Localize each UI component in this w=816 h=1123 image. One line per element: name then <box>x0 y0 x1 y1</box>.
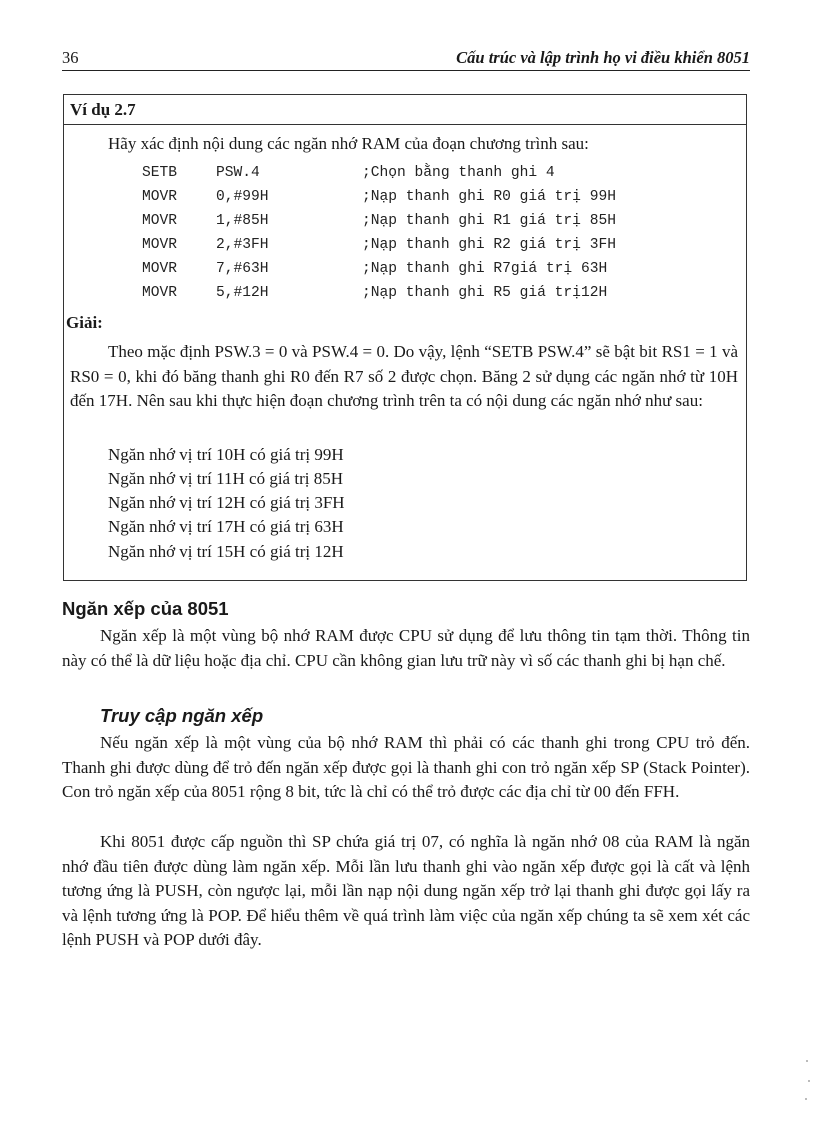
example-title: Ví dụ 2.7 <box>64 95 746 125</box>
section-heading: Ngăn xếp của 8051 <box>62 598 229 619</box>
code-comment: ;Chọn bằng thanh ghi 4 <box>362 165 555 181</box>
code-operand: 0,#99H <box>216 189 269 205</box>
stack-access-paragraph: Nếu ngăn xếp là một vùng của bộ nhớ RAM thì phải có các thanh ghi trong CPU trỏ đến. Thanh ghi được dùng để trỏ đến ngăn xếp được gọi là thanh ghi con trỏ ngăn xếp SP (Stack Pointer). Con trỏ ngăn xếp của 8051 rộng 8 bit, tức là chỉ có thể trỏ được các địa chỉ từ 00 đến FFH. <box>62 733 750 802</box>
code-comment: ;Nạp thanh ghi R7giá trị 63H <box>362 261 608 277</box>
page-number: 36 <box>62 48 79 67</box>
code-operand: 2,#3FH <box>216 237 269 253</box>
scan-speck <box>805 1098 807 1100</box>
memory-line: Ngăn nhớ vị trí 11H có giá trị 85H <box>108 469 343 488</box>
solution-paragraph: Theo mặc định PSW.3 = 0 và PSW.4 = 0. Do vậy, lệnh “SETB PSW.4” sẽ bật bit RS1 = 1 và RS0 = 0, khi đó băng thanh ghi R0 đến R7 số 2 được chọn. Băng 2 sử dụng các ngăn nhớ từ 10H đến 17H. Nên sau khi thực hiện đoạn chương trình trên ta có nội dung các ngăn nhớ như sau: <box>70 342 738 411</box>
code-opcode: MOVR <box>142 237 178 253</box>
book-title: Cấu trúc và lập trình họ vi điều khiển 8051 <box>456 48 750 67</box>
example-box <box>63 94 747 581</box>
memory-line: Ngăn nhớ vị trí 10H có giá trị 99H <box>108 445 344 464</box>
page-header <box>62 44 750 71</box>
solution-label: Giải: <box>66 313 103 332</box>
memory-line: Ngăn nhớ vị trí 17H có giá trị 63H <box>108 517 344 536</box>
scan-speck <box>808 1080 810 1082</box>
stack-power-on-paragraph: Khi 8051 được cấp nguồn thì SP chứa giá trị 07, có nghĩa là ngăn nhớ 08 của RAM là ngăn nhớ đầu tiên được dùng làm ngăn xếp. Mỗi lần lưu thanh ghi vào ngăn xếp được gọi là cất và lệnh tương ứng là PUSH, còn ngược lại, mỗi lần nạp nội dung ngăn xếp trở lại thanh ghi được gọi lấy ra và lệnh tương ứng là POP. Để hiểu thêm về quá trình làm việc của ngăn xếp chúng ta sẽ xem xét các lệnh PUSH và POP dưới đây. <box>62 832 750 950</box>
code-comment: ;Nạp thanh ghi R2 giá trị 3FH <box>362 237 616 253</box>
code-opcode: SETB <box>142 165 178 181</box>
code-opcode: MOVR <box>142 213 178 229</box>
section-intro-paragraph: Ngăn xếp là một vùng bộ nhớ RAM được CPU sử dụng để lưu thông tin tạm thời. Thông tin này có thể là dữ liệu hoặc địa chỉ. CPU cần không gian lưu trữ này vì số các thanh ghi bị hạn chế. <box>62 626 750 670</box>
code-comment: ;Nạp thanh ghi R0 giá trị 99H <box>362 189 616 205</box>
code-opcode: MOVR <box>142 189 178 205</box>
example-question: Hãy xác định nội dung các ngăn nhớ RAM của đoạn chương trình sau: <box>108 134 589 153</box>
code-opcode: MOVR <box>142 285 178 301</box>
scan-speck <box>806 1060 808 1062</box>
code-operand: PSW.4 <box>216 165 260 181</box>
code-comment: ;Nạp thanh ghi R5 giá trị12H <box>362 285 608 301</box>
code-opcode: MOVR <box>142 261 178 277</box>
subsection-heading: Truy cập ngăn xếp <box>100 705 264 726</box>
memory-line: Ngăn nhớ vị trí 15H có giá trị 12H <box>108 542 344 561</box>
memory-line: Ngăn nhớ vị trí 12H có giá trị 3FH <box>108 493 345 512</box>
code-operand: 7,#63H <box>216 261 269 277</box>
code-operand: 5,#12H <box>216 285 269 301</box>
code-operand: 1,#85H <box>216 213 269 229</box>
code-comment: ;Nạp thanh ghi R1 giá trị 85H <box>362 213 616 229</box>
